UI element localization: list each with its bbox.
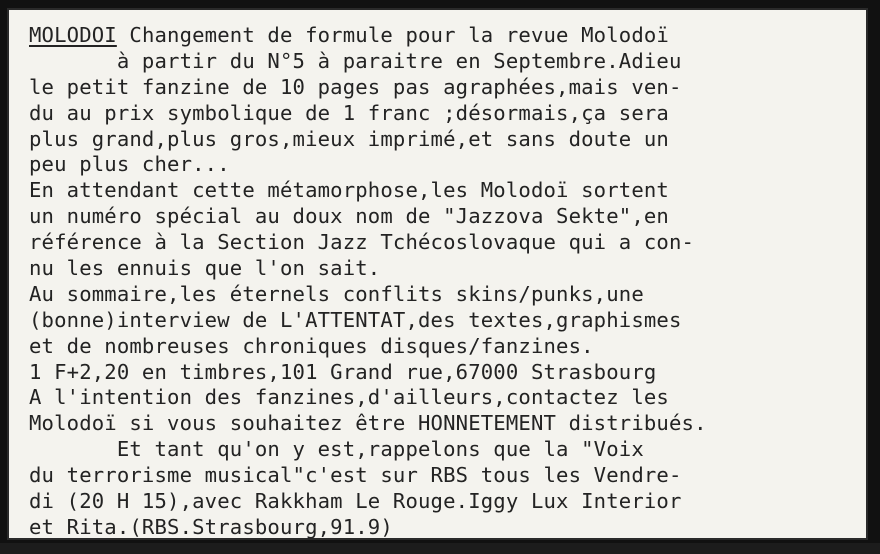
article-line-13: et de nombreuses chroniques disques/fanzines.: [29, 333, 594, 358]
article-line-4: du au prix symbolique de 1 franc ;désormais,ça sera: [29, 100, 669, 125]
article-line-14: 1 F+2,20 en timbres,101 Grand rue,67000 Strasbourg: [29, 359, 657, 384]
article-line-10: nu les ennuis que l'on sait.: [29, 256, 381, 281]
article-line-3: le petit fanzine de 10 pages pas agraphées,mais ven-: [29, 74, 682, 99]
article-line-9: référence à la Section Jazz Tchécoslovaque qui a con-: [29, 230, 695, 255]
article-heading: MOLODOI: [29, 23, 117, 47]
article-line-11: Au sommaire,les éternels conflits skins/punks,une: [29, 281, 644, 306]
article-line-6: peu plus cher...: [29, 152, 230, 177]
article-line-19: di (20 H 15),avec Rakkham Le Rouge.Iggy Lux Interior: [29, 489, 682, 514]
article-line-16: Molodoï si vous souhaitez être HONNETEMENT distribués.: [29, 411, 707, 436]
article-line-1: [29, 23, 874, 49]
article-line-1-text: Changement de formule pour la revue Molodoï: [116, 23, 669, 47]
article-line-8: un numéro spécial au doux nom de "Jazzova Sekte",en: [29, 204, 669, 229]
article-line-17: Et tant qu'on y est,rappelons que la "Voix: [29, 437, 644, 462]
article-line-12: (bonne)interview de L'ATTENTAT,des textes,graphismes: [29, 307, 682, 332]
article-line-20: et Rita.(RBS.Strasbourg,91.9): [29, 514, 393, 539]
article-text: [29, 23, 874, 541]
article-line-7: En attendant cette métamorphose,les Molodoï sortent: [29, 178, 669, 203]
article-line-5: plus grand,plus gros,mieux imprimé,et sans doute un: [29, 126, 669, 151]
article-line-15: A l'intention des fanzines,d'ailleurs,contactez les: [29, 385, 669, 410]
newspaper-clipping: [7, 8, 868, 540]
article-line-18: du terrorisme musical"c'est sur RBS tous les Vendre-: [29, 463, 682, 488]
scan-edge: [0, 543, 880, 554]
article-line-2: à partir du N°5 à paraitre en Septembre.Adieu: [29, 48, 682, 73]
